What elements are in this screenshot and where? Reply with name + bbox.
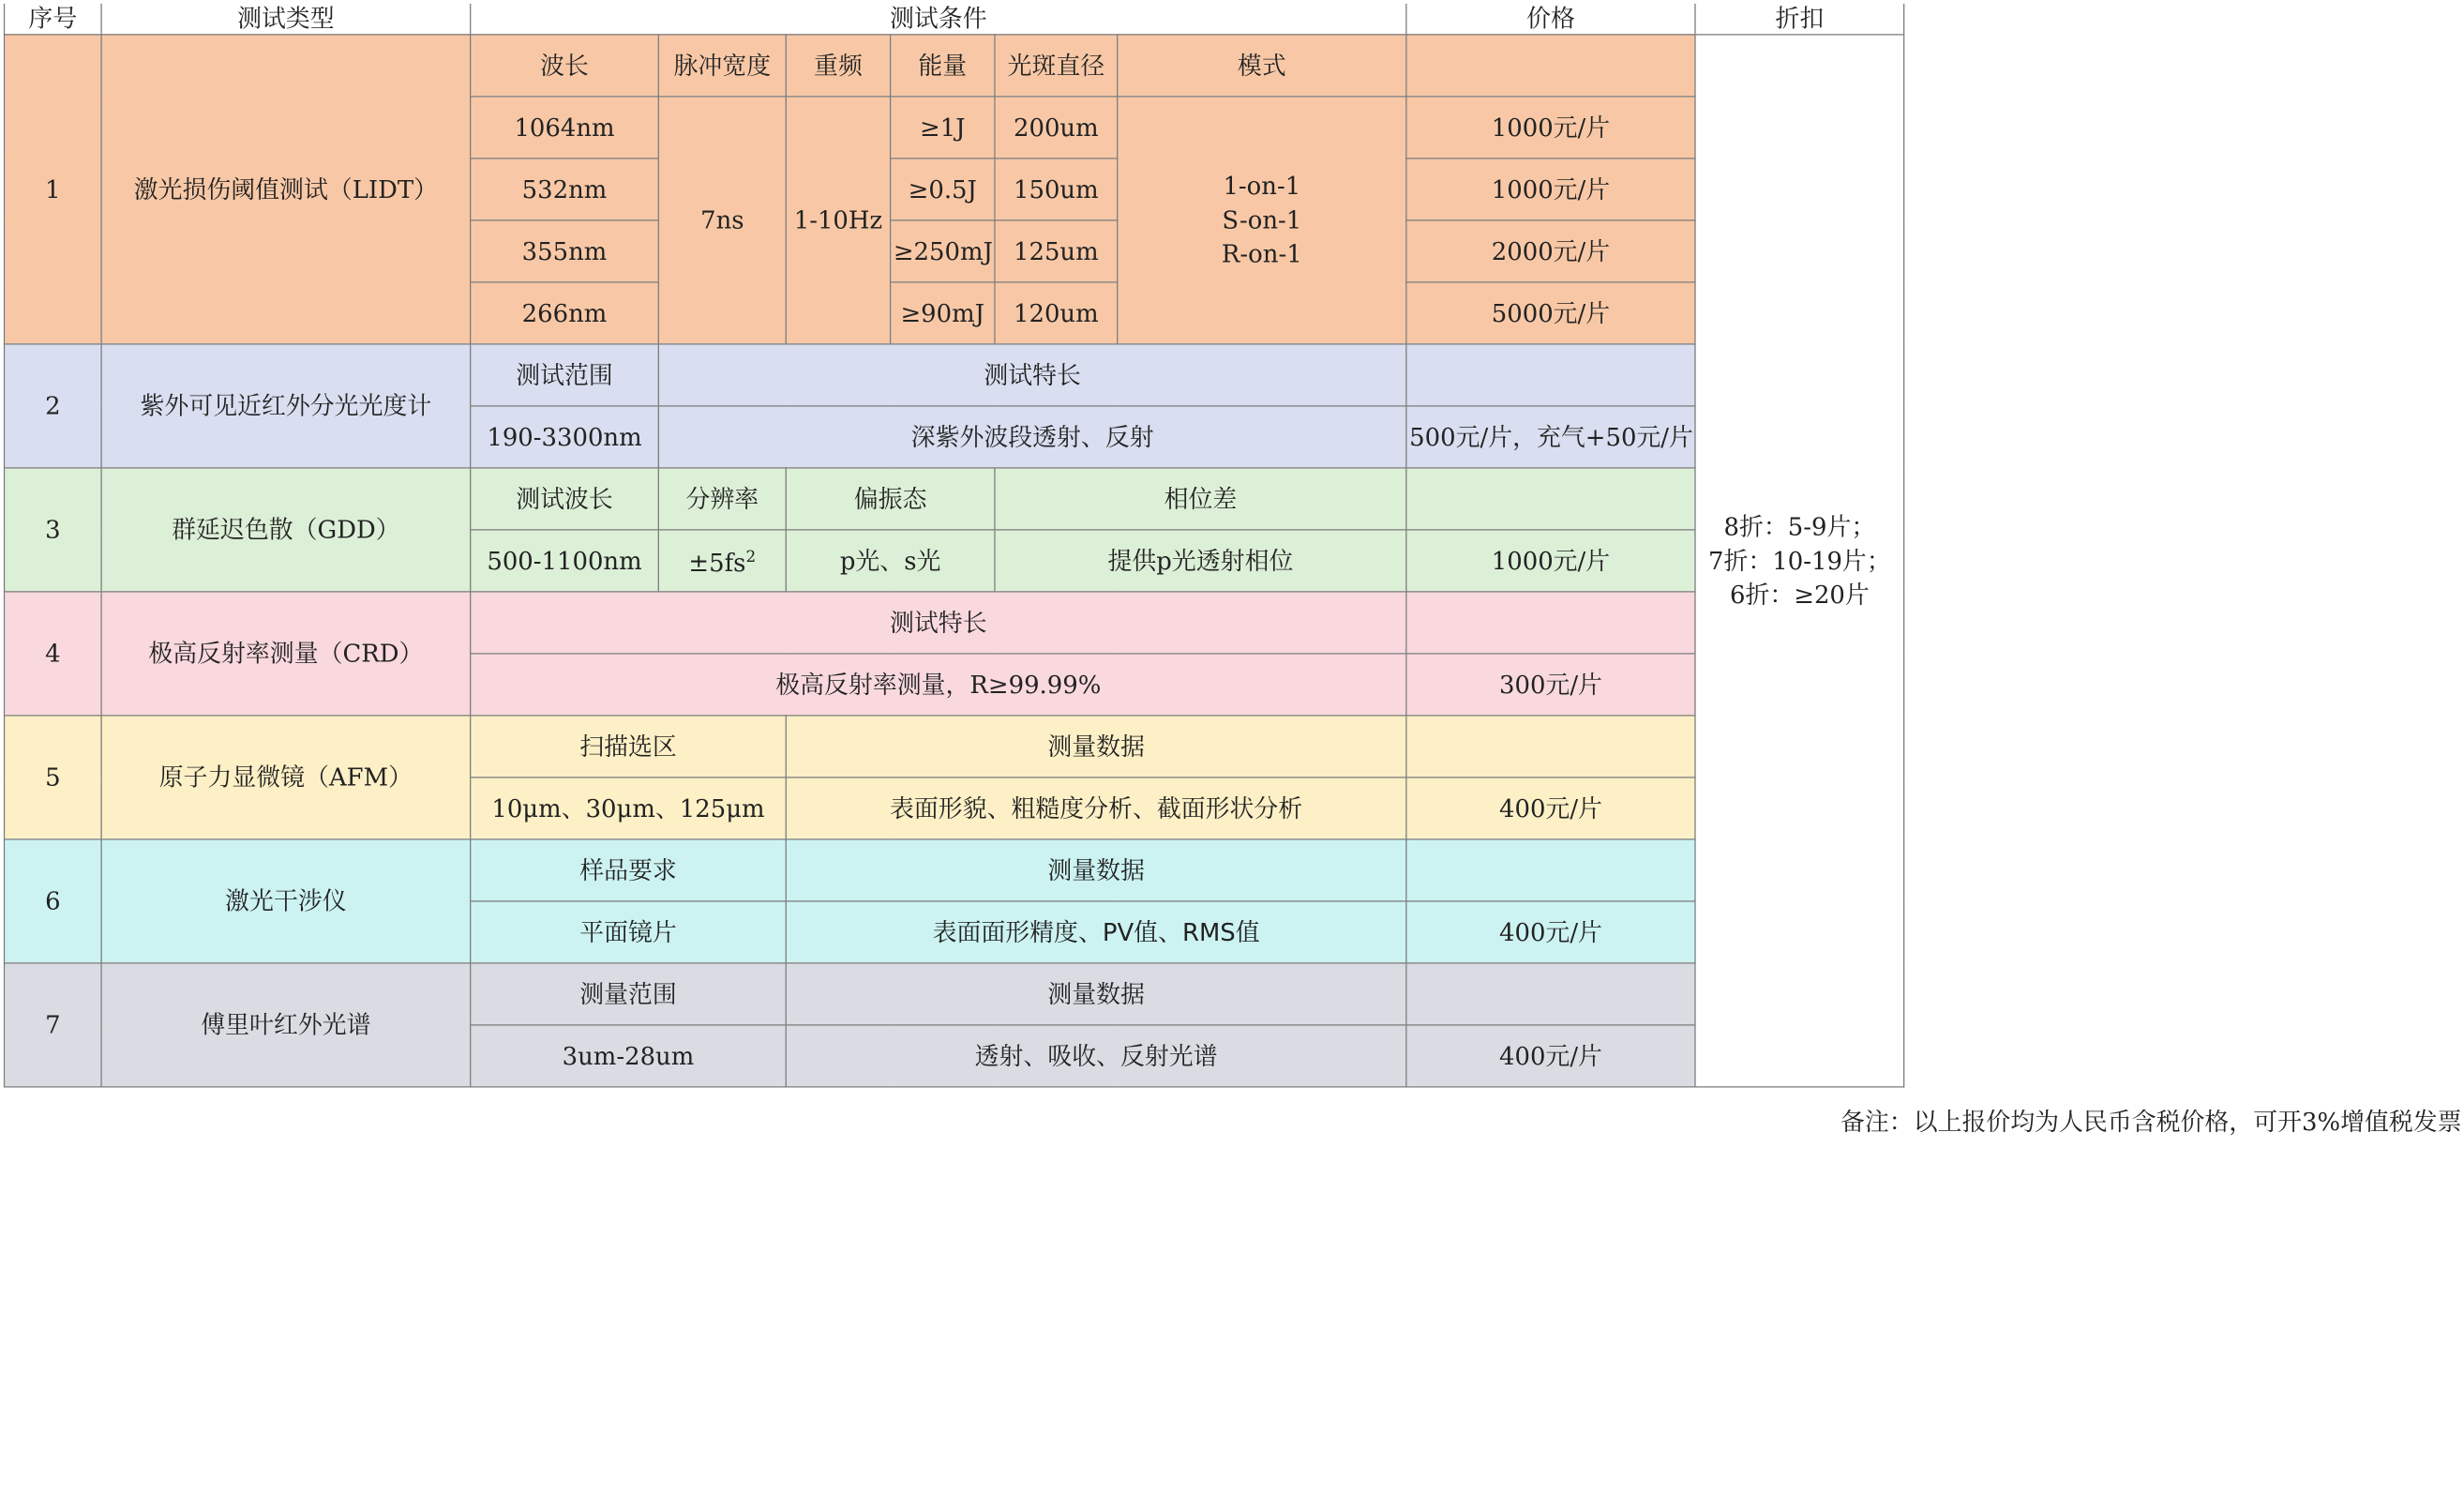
cell-price[interactable]: 500元/片，充气+50元/片 (1406, 405, 1695, 467)
table-row (5, 591, 1904, 653)
cell-subheader[interactable]: 测试范围 (471, 343, 659, 405)
cell-subheader[interactable]: 模式 (1118, 34, 1406, 96)
footnote: 备注：以上报价均为人民币含税价格，可开3%增值税发票 (1840, 1107, 2462, 1137)
cell-test-type[interactable]: 激光干涉仪 (101, 838, 471, 962)
cell-test-type[interactable]: 激光损伤阈值测试（LIDT） (101, 34, 471, 343)
cell-subheader[interactable]: 测试特长 (471, 591, 1406, 653)
cell-price-empty[interactable] (1406, 962, 1695, 1024)
header-no[interactable]: 序号 (5, 4, 102, 34)
cell-price[interactable]: 1000元/片 (1406, 96, 1695, 158)
cell-wavelength[interactable]: 500-1100nm (471, 529, 659, 591)
table-row (5, 467, 1904, 529)
cell-subheader[interactable]: 测量范围 (471, 962, 787, 1024)
header-price[interactable]: 价格 (1406, 4, 1695, 34)
cell-price[interactable]: 5000元/片 (1406, 281, 1695, 343)
cell-price[interactable]: 300元/片 (1406, 653, 1695, 715)
cell-subheader[interactable]: 测量数据 (786, 838, 1406, 900)
cell-price-empty[interactable] (1406, 591, 1695, 653)
cell-no[interactable]: 6 (5, 838, 102, 962)
cell-mode[interactable] (1118, 96, 1406, 343)
cell-discount[interactable] (1695, 34, 1904, 1086)
resolution-exponent: 2 (745, 548, 757, 566)
cell-price-empty[interactable] (1406, 34, 1695, 96)
header-discount[interactable]: 折扣 (1695, 4, 1904, 34)
cell-subheader[interactable]: 能量 (891, 34, 995, 96)
cell-pulse-width[interactable]: 7ns (658, 96, 786, 343)
cell-data[interactable]: 透射、吸收、反射光谱 (786, 1024, 1406, 1086)
cell-range[interactable]: 3um-28um (471, 1024, 787, 1086)
cell-subheader[interactable]: 重频 (786, 34, 890, 96)
cell-energy[interactable]: ≥250mJ (891, 219, 995, 281)
cell-price[interactable]: 1000元/片 (1406, 158, 1695, 219)
cell-subheader[interactable]: 测试特长 (658, 343, 1406, 405)
cell-test-type[interactable]: 紫外可见近红外分光光度计 (101, 343, 471, 467)
cell-feature[interactable]: 极高反射率测量，R≥99.99% (471, 653, 1406, 715)
cell-subheader[interactable]: 波长 (471, 34, 659, 96)
discount-line: 6折：≥20片 (1729, 579, 1870, 610)
cell-resolution[interactable] (658, 529, 786, 591)
table-row (5, 34, 1904, 96)
mode-line: R-on-1 (1221, 238, 1302, 269)
cell-price[interactable]: 400元/片 (1406, 777, 1695, 838)
cell-polarization[interactable]: p光、s光 (786, 529, 995, 591)
cell-subheader[interactable]: 测量数据 (786, 962, 1406, 1024)
price-table (4, 4, 1904, 1087)
cell-spot[interactable]: 120um (995, 281, 1118, 343)
cell-sample[interactable]: 平面镜片 (471, 900, 787, 962)
header-type[interactable]: 测试类型 (101, 4, 471, 34)
cell-rep-rate[interactable]: 1-10Hz (786, 96, 890, 343)
cell-range[interactable]: 190-3300nm (471, 405, 659, 467)
cell-feature[interactable]: 深紫外波段透射、反射 (658, 405, 1406, 467)
cell-subheader[interactable]: 测量数据 (786, 715, 1406, 777)
cell-wavelength[interactable]: 355nm (471, 219, 659, 281)
cell-energy[interactable]: ≥90mJ (891, 281, 995, 343)
cell-subheader[interactable]: 样品要求 (471, 838, 787, 900)
table-row (5, 343, 1904, 405)
cell-scan-area[interactable]: 10μm、30μm、125μm (471, 777, 787, 838)
mode-line: S-on-1 (1222, 204, 1302, 234)
cell-energy[interactable]: ≥0.5J (891, 158, 995, 219)
cell-price-empty[interactable] (1406, 838, 1695, 900)
header-row (5, 4, 1904, 34)
cell-no[interactable]: 4 (5, 591, 102, 715)
cell-data[interactable]: 表面面形精度、PV值、RMS值 (786, 900, 1406, 962)
cell-no[interactable]: 5 (5, 715, 102, 838)
cell-price[interactable]: 400元/片 (1406, 1024, 1695, 1086)
cell-wavelength[interactable]: 1064nm (471, 96, 659, 158)
cell-subheader[interactable]: 扫描选区 (471, 715, 787, 777)
cell-test-type[interactable]: 极高反射率测量（CRD） (101, 591, 471, 715)
cell-energy[interactable]: ≥1J (891, 96, 995, 158)
cell-no[interactable]: 1 (5, 34, 102, 343)
cell-spot[interactable]: 150um (995, 158, 1118, 219)
cell-subheader[interactable]: 相位差 (995, 467, 1406, 529)
cell-test-type[interactable]: 群延迟色散（GDD） (101, 467, 471, 591)
table-row (5, 715, 1904, 777)
header-conditions[interactable]: 测试条件 (471, 4, 1406, 34)
cell-subheader[interactable]: 分辨率 (658, 467, 786, 529)
cell-subheader[interactable]: 偏振态 (786, 467, 995, 529)
cell-no[interactable]: 7 (5, 962, 102, 1086)
cell-price-empty[interactable] (1406, 467, 1695, 529)
cell-data[interactable]: 表面形貌、粗糙度分析、截面形状分析 (786, 777, 1406, 838)
cell-price[interactable]: 1000元/片 (1406, 529, 1695, 591)
table-row (5, 838, 1904, 900)
cell-test-type[interactable]: 原子力显微镜（AFM） (101, 715, 471, 838)
table-row (5, 962, 1904, 1024)
cell-price[interactable]: 2000元/片 (1406, 219, 1695, 281)
cell-no[interactable]: 2 (5, 343, 102, 467)
resolution-value: ±5fs (688, 548, 746, 578)
cell-wavelength[interactable]: 266nm (471, 281, 659, 343)
cell-subheader[interactable]: 测试波长 (471, 467, 659, 529)
cell-test-type[interactable]: 傅里叶红外光谱 (101, 962, 471, 1086)
cell-price-empty[interactable] (1406, 343, 1695, 405)
cell-wavelength[interactable]: 532nm (471, 158, 659, 219)
cell-no[interactable]: 3 (5, 467, 102, 591)
mode-line: 1-on-1 (1223, 171, 1301, 201)
cell-subheader[interactable]: 脉冲宽度 (658, 34, 786, 96)
cell-phase[interactable]: 提供p光透射相位 (995, 529, 1406, 591)
discount-line: 8折：5-9片； (1723, 511, 1876, 541)
cell-spot[interactable]: 200um (995, 96, 1118, 158)
discount-line: 7折：10-19片； (1708, 545, 1891, 575)
cell-price-empty[interactable] (1406, 715, 1695, 777)
cell-subheader[interactable]: 光斑直径 (995, 34, 1118, 96)
cell-price[interactable]: 400元/片 (1406, 900, 1695, 962)
cell-spot[interactable]: 125um (995, 219, 1118, 281)
